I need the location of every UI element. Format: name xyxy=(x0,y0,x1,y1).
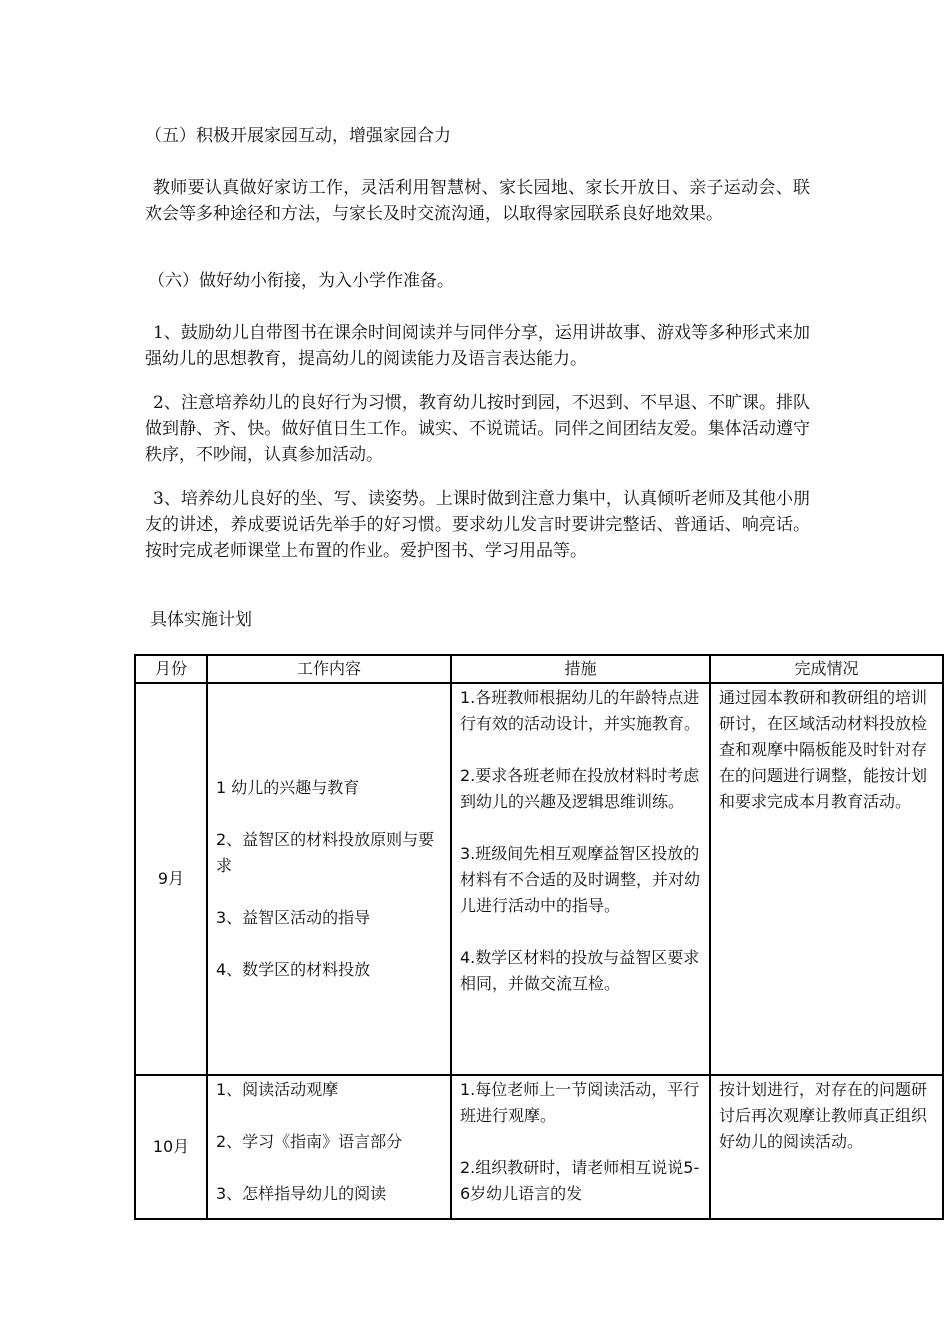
header-status: 完成情况 xyxy=(710,655,943,683)
measure-item: 1.每位老师上一节阅读活动，平行班进行观摩。 xyxy=(460,1080,700,1125)
measure-item: 3.班级间先相互观摩益智区投放的材料有不合适的及时调整，并对幼儿进行活动中的指导。 xyxy=(460,844,701,915)
content-item: 2、学习《指南》语言部分 xyxy=(216,1132,403,1151)
content-cell xyxy=(207,1075,451,1219)
table-row xyxy=(135,683,943,1075)
header-content: 工作内容 xyxy=(207,655,451,683)
month-cell: 10月 xyxy=(135,1075,207,1219)
table-header-row xyxy=(135,655,943,683)
section-6-item-3: 3、培养幼儿良好的坐、写、读姿势。上课时做到注意力集中，认真倾听老师及其他小朋友的讲述，养成要说话先举手的好习惯。要求幼儿发言时要讲完整话、普通话、响亮话。按时完成老师课堂上布置的作业。爱护图书、学习用品等。 xyxy=(145,489,810,561)
table-row xyxy=(135,1075,943,1219)
content-cell xyxy=(207,683,451,1075)
section-5-heading: （五）积极开展家园互动，增强家园合力 xyxy=(145,126,451,146)
content-item: 2、益智区的材料投放原则与要求 xyxy=(216,830,435,875)
content-item: 3、怎样指导幼儿的阅读 xyxy=(216,1184,387,1203)
section-6-item-1: 1、鼓励幼儿自带图书在课余时间阅读并与同伴分享，运用讲故事、游戏等多种形式来加强幼儿的思想教育，提高幼儿的阅读能力及语言表达能力。 xyxy=(145,323,810,369)
content-item: 1、阅读活动观摩 xyxy=(216,1080,339,1099)
plan-title: 具体实施计划 xyxy=(150,610,252,630)
header-measures: 措施 xyxy=(451,655,710,683)
status-cell: 按计划进行，对存在的问题研讨后再次观摩让教师真正组织好幼儿的阅读活动。 xyxy=(710,1075,943,1219)
header-month: 月份 xyxy=(135,655,207,683)
section-5-paragraph: 教师要认真做好家访工作，灵活利用智慧树、家长园地、家长开放日、亲子运动会、联欢会等多种途径和方法，与家长及时交流沟通，以取得家园联系良好地效果。 xyxy=(145,178,810,224)
measure-item: 2.要求各班老师在投放材料时考虑到幼儿的兴趣及逻辑思维训练。 xyxy=(460,766,700,811)
measure-item: 2.组织教研时，请老师相互说说5-6岁幼儿语言的发 xyxy=(460,1158,700,1203)
measures-cell xyxy=(451,683,710,1075)
measure-item: 4.数学区材料的投放与益智区要求相同，并做交流互检。 xyxy=(460,948,700,993)
section-6-heading: （六）做好幼小衔接，为入小学作准备。 xyxy=(148,271,454,291)
implementation-plan-table xyxy=(134,654,944,1220)
content-item: 3、益智区活动的指导 xyxy=(216,908,371,927)
content-item: 4、数学区的材料投放 xyxy=(216,960,371,979)
month-cell: 9月 xyxy=(135,683,207,1075)
section-6-item-2: 2、注意培养幼儿的良好行为习惯，教育幼儿按时到园，不迟到、不早退、不旷课。排队做到静、齐、快。做好值日生工作。诚实、不说谎话。同伴之间团结友爱。集体活动遵守秩序，不吵闹，认真参加活动。 xyxy=(145,393,810,465)
status-cell: 通过园本教研和教研组的培训研讨，在区域活动材料投放检查和观摩中隔板能及时针对存在的问题进行调整，能按计划和要求完成本月教育活动。 xyxy=(710,683,943,1075)
measure-item: 1.各班教师根据幼儿的年龄特点进行有效的活动设计，并实施教育。 xyxy=(460,688,701,733)
content-item: 1 幼儿的兴趣与教育 xyxy=(216,778,360,797)
measures-cell xyxy=(451,1075,710,1219)
